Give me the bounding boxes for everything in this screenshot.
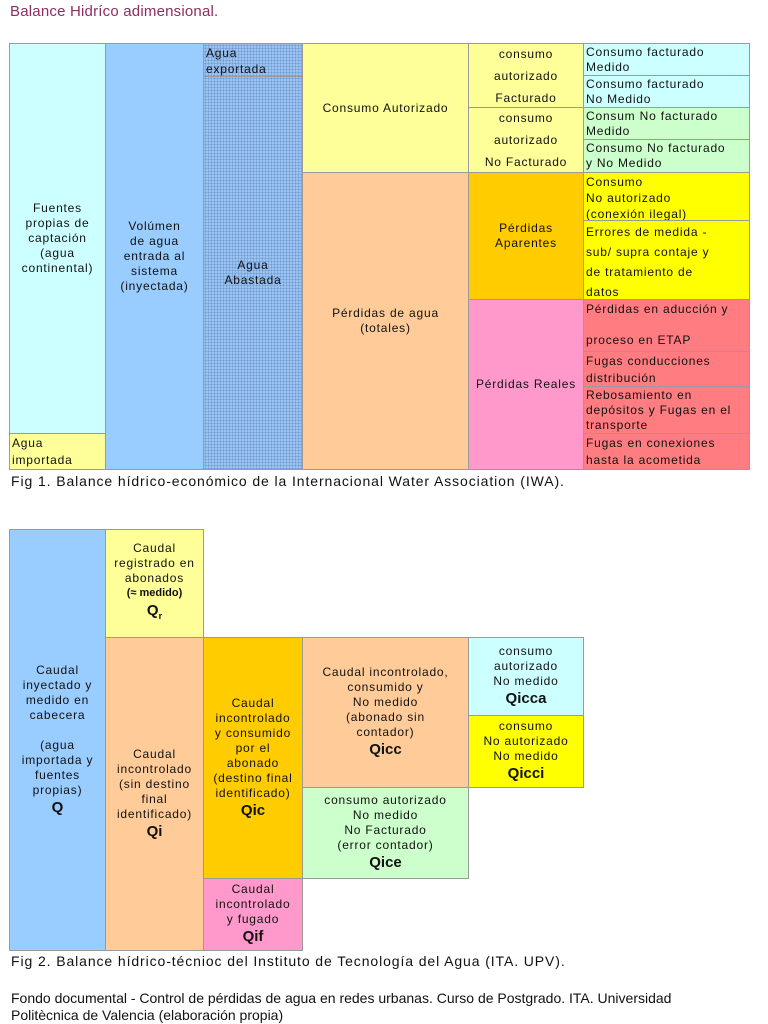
errores-line: sub/ supra contaje y [586,245,710,259]
volumen-line: entrada al [123,249,186,263]
qicca-autorizado-cell [468,637,584,716]
qice-line: No medido [352,808,419,822]
q-line: propias) [32,782,83,797]
fugas-conducciones-line: distribución [586,371,657,385]
qicca-line: autorizado [493,659,559,673]
qice-line: No Facturado [344,823,427,837]
qic-line: y consumido [214,725,292,740]
rebosamiento-line: Rebosamiento en [586,388,693,402]
qicc-line: consumido y [347,680,424,694]
qicci-line: No medido [493,749,559,763]
facturado-no-medido-line: No Medido [586,92,652,106]
consumo-autorizado-no-facturado-cell [468,107,584,173]
perdidas-agua-cell [302,172,469,470]
no-autorizado-line: Consumo [586,175,643,189]
q-caudal-inyectado-cell [9,529,106,951]
fuentes-line: propias de [25,216,90,230]
agua-abastada-line: Agua [237,258,269,272]
fig2-caption: Fig 2. Balance hídrico-técnioc del Instituto de Tecnología del Agua (ITA. UPV). [11,953,566,969]
facturado-medido-cell [583,43,750,76]
agua-importada-cell [9,433,106,470]
fuentes-line: Fuentes [33,201,82,215]
perdidas-reales-label: Pérdidas Reales [475,377,577,391]
no-facturado-line: consumo [498,111,554,125]
facturado-no-medido-cell [583,75,750,108]
no-facturado-line: autorizado [493,133,559,147]
perdidas-reales-cell [468,299,584,470]
consumo-autorizado-cell [302,43,469,173]
consumo-autorizado-label: Consumo Autorizado [322,100,449,115]
footer-source [11,990,761,1024]
q-line: (agua [40,737,75,752]
consumo-autorizado-facturado-cell [468,43,584,108]
rebosamiento-line: transporte [586,418,649,432]
qr-line: registrado en [114,556,195,570]
qr-line: abonados [124,571,185,585]
qic-symbol: Qic [240,801,266,819]
volumen-entrada-cell [105,43,204,470]
no-facturado-medido-cell [583,107,750,140]
aduccion-line: proceso en ETAP [586,333,692,347]
fugas-conexiones-line: hasta la acometida [586,453,702,467]
aduccion-line: Pérdidas en aducción y [586,302,729,316]
volumen-line: de agua [130,234,179,248]
agua-abastada-cell [203,76,303,470]
qi-symbol: Qi [146,822,163,840]
qic-line: Caudal [231,695,275,710]
qicca-line: No medido [493,674,559,688]
qicci-symbol: Qicci [507,765,545,782]
fugas-conexiones-cell [583,433,750,470]
qr-symbol: Q [146,602,159,619]
no-facturado-no-medido-line: y No Medido [586,156,663,170]
fugas-conducciones-line: Fugas conducciones [586,354,711,368]
qicca-line: consumo [498,644,554,658]
qice-symbol: Qice [369,854,402,871]
errores-line: datos [586,285,620,299]
qice-line: (error contador) [337,838,434,852]
q-line: medido en [25,692,90,707]
qic-caudal-consumido-cell [203,637,303,879]
no-facturado-medido-line: Medido [586,124,631,138]
qicc-symbol: Qicc [369,741,402,758]
q-line: fuentes [35,767,80,782]
aduccion-cell [583,299,750,352]
perdidas-aparentes-line: Pérdidas [499,221,553,235]
fig1-caption: Fig 1. Balance hídrico-económico de la Internacional Water Association (IWA). [11,473,565,489]
facturado-no-medido-line: Consumo facturado [586,77,705,91]
perdidas-aparentes-line: Aparentes [495,236,557,250]
qicci-line: consumo [498,719,554,733]
rebosamiento-cell [583,386,750,434]
qif-line: incontrolado [215,897,291,911]
no-facturado-no-medido-line: Consumo No facturado [586,141,726,155]
facturado-medido-line: Consumo facturado [586,45,705,59]
qif-line: y fugado [226,912,280,926]
q-line: inyectado y [22,677,93,692]
perdidas-agua-line: (totales) [360,321,411,335]
qicc-line: Caudal incontrolado, [322,665,449,679]
perdidas-agua-line: Pérdidas de agua [332,306,439,320]
page-title: Balance Hidríco adimensional. [10,3,219,20]
qic-line: identificado) [215,785,291,800]
footer-line: Fondo documental - Control de pérdidas de agua en redes urbanas. Curso de Postgrado. ITA. Universidad [11,990,672,1006]
agua-importada-line: importada [12,453,73,467]
q-spacer [22,723,94,738]
errores-medida-cell [583,220,750,300]
fuentes-line: captación [28,231,87,245]
no-facturado-no-medido-cell [583,139,750,173]
qif-caudal-fugado-cell [203,878,303,951]
qicc-line: contador) [356,725,415,739]
no-facturado-medido-line: Consum No facturado [586,109,718,123]
no-autorizado-line: No autorizado [586,191,672,205]
qicci-line: No autorizado [483,734,569,748]
agua-exportada-cell [203,43,303,77]
fuentes-line: continental) [21,261,94,275]
qic-line: por el [235,740,271,755]
qi-line: (sin destino [119,776,190,791]
no-facturado-line: No Facturado [484,155,568,169]
qi-line: Caudal [133,746,176,761]
q-symbol: Q [51,798,64,816]
qi-line: final [141,791,168,806]
errores-line: de tratamiento de [586,265,693,279]
qic-line: incontrolado [215,710,291,725]
rebosamiento-line: depósitos y Fugas en el [586,403,732,417]
qif-line: Caudal [231,882,275,896]
agua-abastada-line: Abastada [224,273,282,287]
qicca-symbol: Qicca [505,690,547,707]
volumen-line: (inyectada) [120,279,189,293]
agua-exportada-line: exportada [206,62,267,76]
qicc-no-medido-cell [302,637,469,788]
q-line: importada y [21,752,94,767]
qic-line: abonado [226,755,280,770]
qr-line: Caudal [133,541,176,555]
volumen-line: sistema [131,264,178,278]
qic-line: (destino final [213,770,293,785]
q-line: Caudal [36,662,79,677]
no-autorizado-line: (conexión ilegal) [586,207,687,221]
qr-subscript: r [158,611,163,621]
fugas-conexiones-line: Fugas en conexiones [586,436,716,450]
q-line: cabecera [29,707,86,722]
qice-error-contador-cell [302,787,469,879]
qi-caudal-incontrolado-cell [105,637,204,951]
facturado-line: autorizado [493,68,559,83]
qicc-line: No medido [352,695,419,709]
qicci-no-autorizado-cell [468,715,584,788]
fugas-conducciones-cell [583,351,750,387]
facturado-line: consumo [498,46,554,61]
agua-importada-line: Agua [12,436,44,450]
qicc-line: (abonado sin [345,710,425,724]
qi-line: incontrolado [117,761,192,776]
qif-symbol: Qif [242,928,264,945]
facturado-medido-line: Medido [586,60,631,74]
footer-line: Politècnica de Valencia (elaboración propia) [11,1007,284,1023]
agua-exportada-line: Agua [206,46,238,60]
no-autorizado-cell [583,172,750,221]
qice-line: consumo autorizado [324,793,447,807]
perdidas-aparentes-cell [468,172,584,300]
qr-note: (≈ medido) [126,587,183,599]
volumen-line: Volúmen [128,219,181,233]
qr-caudal-registrado-cell [105,529,204,638]
qi-line: identificado) [116,806,193,821]
fuentes-line: (agua [40,246,75,260]
fuentes-propias-cell [9,43,106,434]
facturado-line: Facturado [495,90,557,105]
errores-line: Errores de medida - [586,225,708,239]
